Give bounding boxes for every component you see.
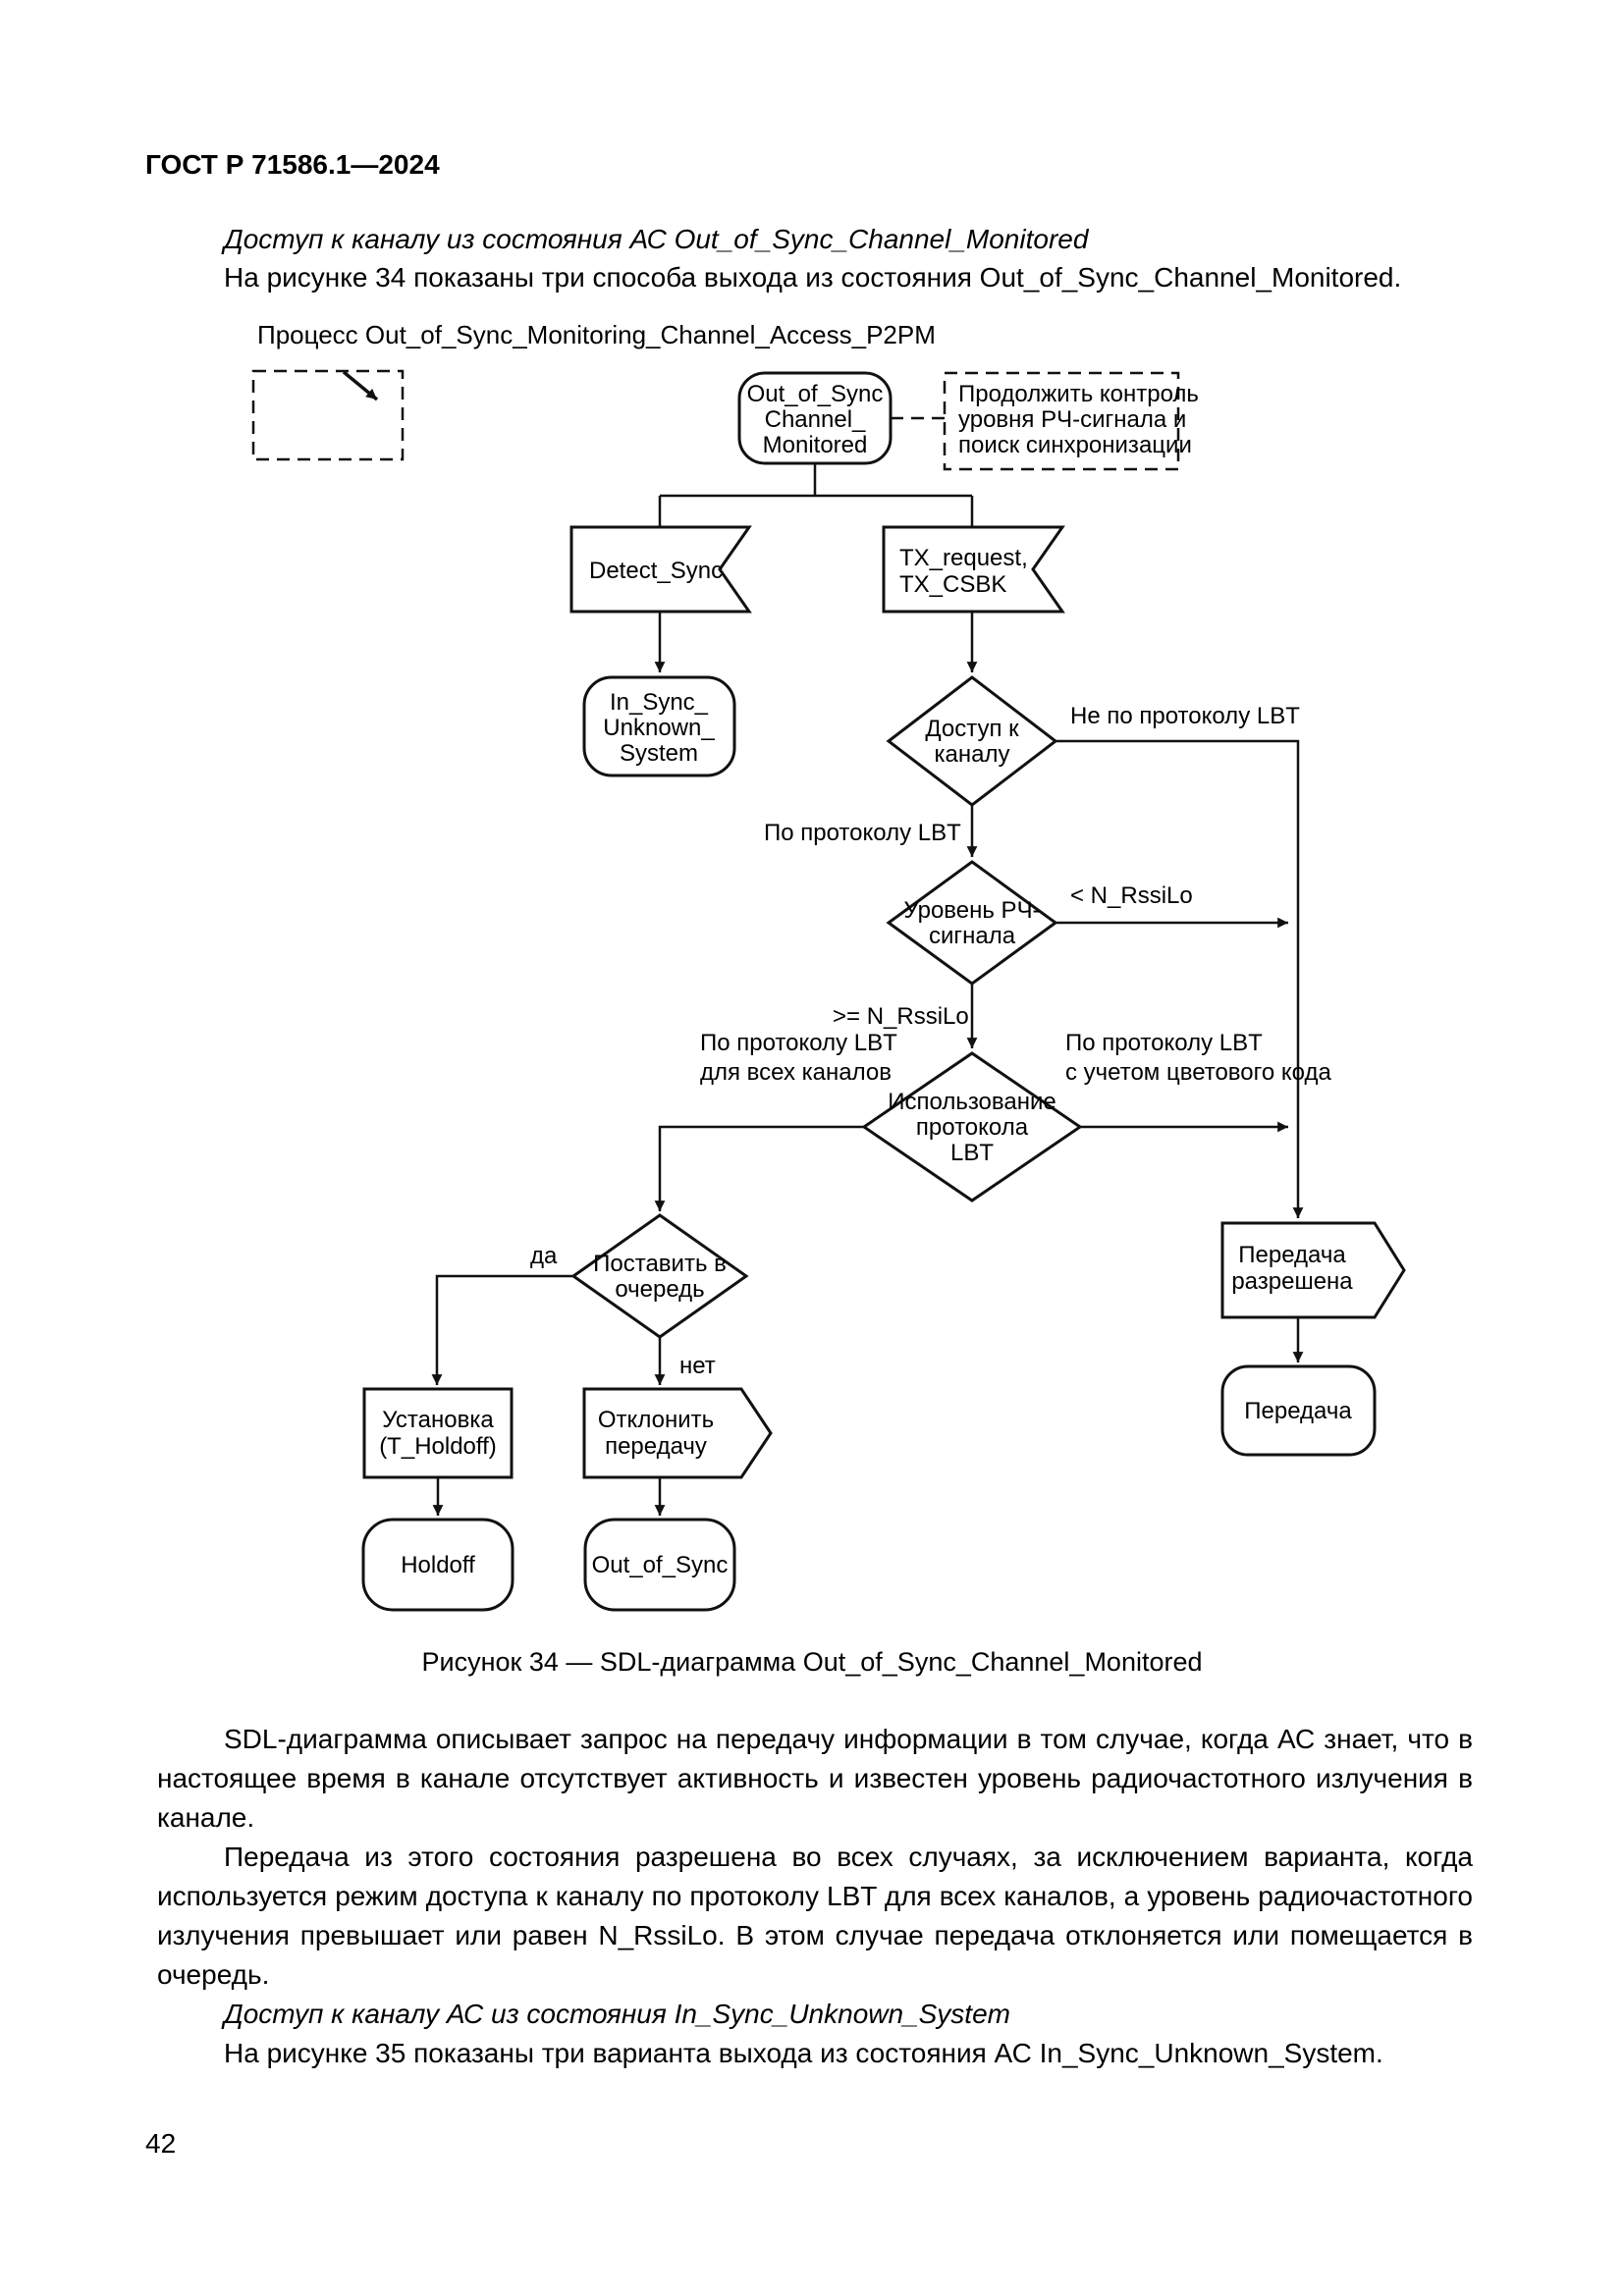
state-label: System	[619, 740, 699, 767]
output-label: разрешена	[1231, 1268, 1353, 1295]
edge-label-lbt-color-code: с учетом цветового кода	[1065, 1059, 1331, 1086]
input-label: Detect_Sync	[589, 558, 724, 584]
flow-line	[660, 1127, 864, 1211]
edge-label-lbt-all-channels: для всех каналов	[700, 1059, 892, 1086]
decision-label: протокола	[915, 1114, 1029, 1141]
input-label: TX_CSBK	[899, 571, 1007, 598]
task-label: (T_Holdoff)	[379, 1433, 497, 1460]
process-label: Процесс Out_of_Sync_Monitoring_Channel_Access_P2PM	[257, 320, 936, 349]
state-label: Unknown_	[603, 715, 715, 741]
decision-label: сигнала	[928, 923, 1016, 949]
state-label: Out_of_Sync	[591, 1552, 729, 1578]
frame-symbol	[253, 371, 403, 459]
decision-label: Использование	[888, 1089, 1056, 1115]
edge-label-lbt: По протоколу LBT	[764, 820, 961, 846]
page-header: ГОСТ Р 71586.1—2024	[145, 149, 440, 180]
state-label: Передача	[1244, 1398, 1352, 1424]
edge-label-lbt-color-code: По протоколу LBT	[1065, 1030, 1263, 1056]
section-heading: Доступ к каналу из состояния АС Out_of_Sync_Channel_Monitored	[224, 224, 1089, 254]
output-label: Передача	[1238, 1242, 1346, 1268]
output-label: Отклонить	[597, 1407, 715, 1433]
comment-text: уровня РЧ-сигнала и	[958, 406, 1187, 433]
decision-label: Уровень РЧ-	[903, 897, 1041, 924]
state-label: Monitored	[762, 432, 868, 458]
comment-text: поиск синхронизации	[958, 432, 1192, 458]
decision-label: каналу	[934, 741, 1010, 768]
figure-caption: Рисунок 34 — SDL-диаграмма Out_of_Sync_Channel_Monitored	[421, 1647, 1203, 1677]
page-number: 42	[145, 2128, 177, 2159]
flow-line	[1056, 741, 1298, 1218]
state-label: Channel_	[764, 406, 866, 433]
body-text	[157, 1720, 1473, 2073]
input-label: TX_request,	[899, 545, 1028, 571]
intro-paragraph: На рисунке 34 показаны три способа выхода из состояния Out_of_Sync_Channel_Monitored.	[224, 262, 1402, 293]
section-heading: Доступ к каналу АС из состояния In_Sync_Unknown_System	[224, 1999, 1010, 2029]
frame-arrow-icon	[344, 372, 377, 400]
edge-label-not-lbt: Не по протоколу LBT	[1070, 703, 1300, 729]
comment-text: Продолжить контроль	[958, 381, 1199, 407]
state-label: Holdoff	[401, 1552, 475, 1578]
flow-line	[437, 1276, 573, 1385]
decision-label: Поставить в	[593, 1251, 727, 1277]
decision-label: Доступ к	[925, 716, 1019, 742]
edge-label-yes: да	[530, 1243, 558, 1269]
paragraph: На рисунке 35 показаны три варианта выхода из состояния АС In_Sync_Unknown_System.	[224, 2038, 1383, 2068]
output-label: передачу	[605, 1433, 707, 1460]
decision-label: LBT	[949, 1140, 995, 1166]
paragraph: Передача из этого состояния разрешена во всех случаях, за исключением варианта, когда используется режим доступа к каналу по протоколу LBT для всех каналов, а уровень радиочастотного излучения превышает или равен N_RssiLo. В этом случае передача отклоняется или помещается в очередь.	[157, 1842, 1473, 1990]
edge-label-no: нет	[679, 1353, 716, 1379]
state-label: Out_of_Sync	[746, 381, 884, 407]
edge-label-lt-rssilo: < N_RssiLo	[1070, 882, 1193, 909]
state-label: In_Sync_	[609, 689, 709, 716]
edge-label-ge-rssilo: >= N_RssiLo	[833, 1003, 969, 1030]
task-label: Установка	[382, 1407, 494, 1433]
decision-label: очередь	[615, 1276, 705, 1303]
edge-label-lbt-all-channels: По протоколу LBT	[700, 1030, 897, 1056]
paragraph: SDL-диаграмма описывает запрос на передачу информации в том случае, когда АС знает, что в настоящее время в канале отсутствует активность и известен уровень радиочастотного излучения в канале.	[157, 1724, 1473, 1833]
